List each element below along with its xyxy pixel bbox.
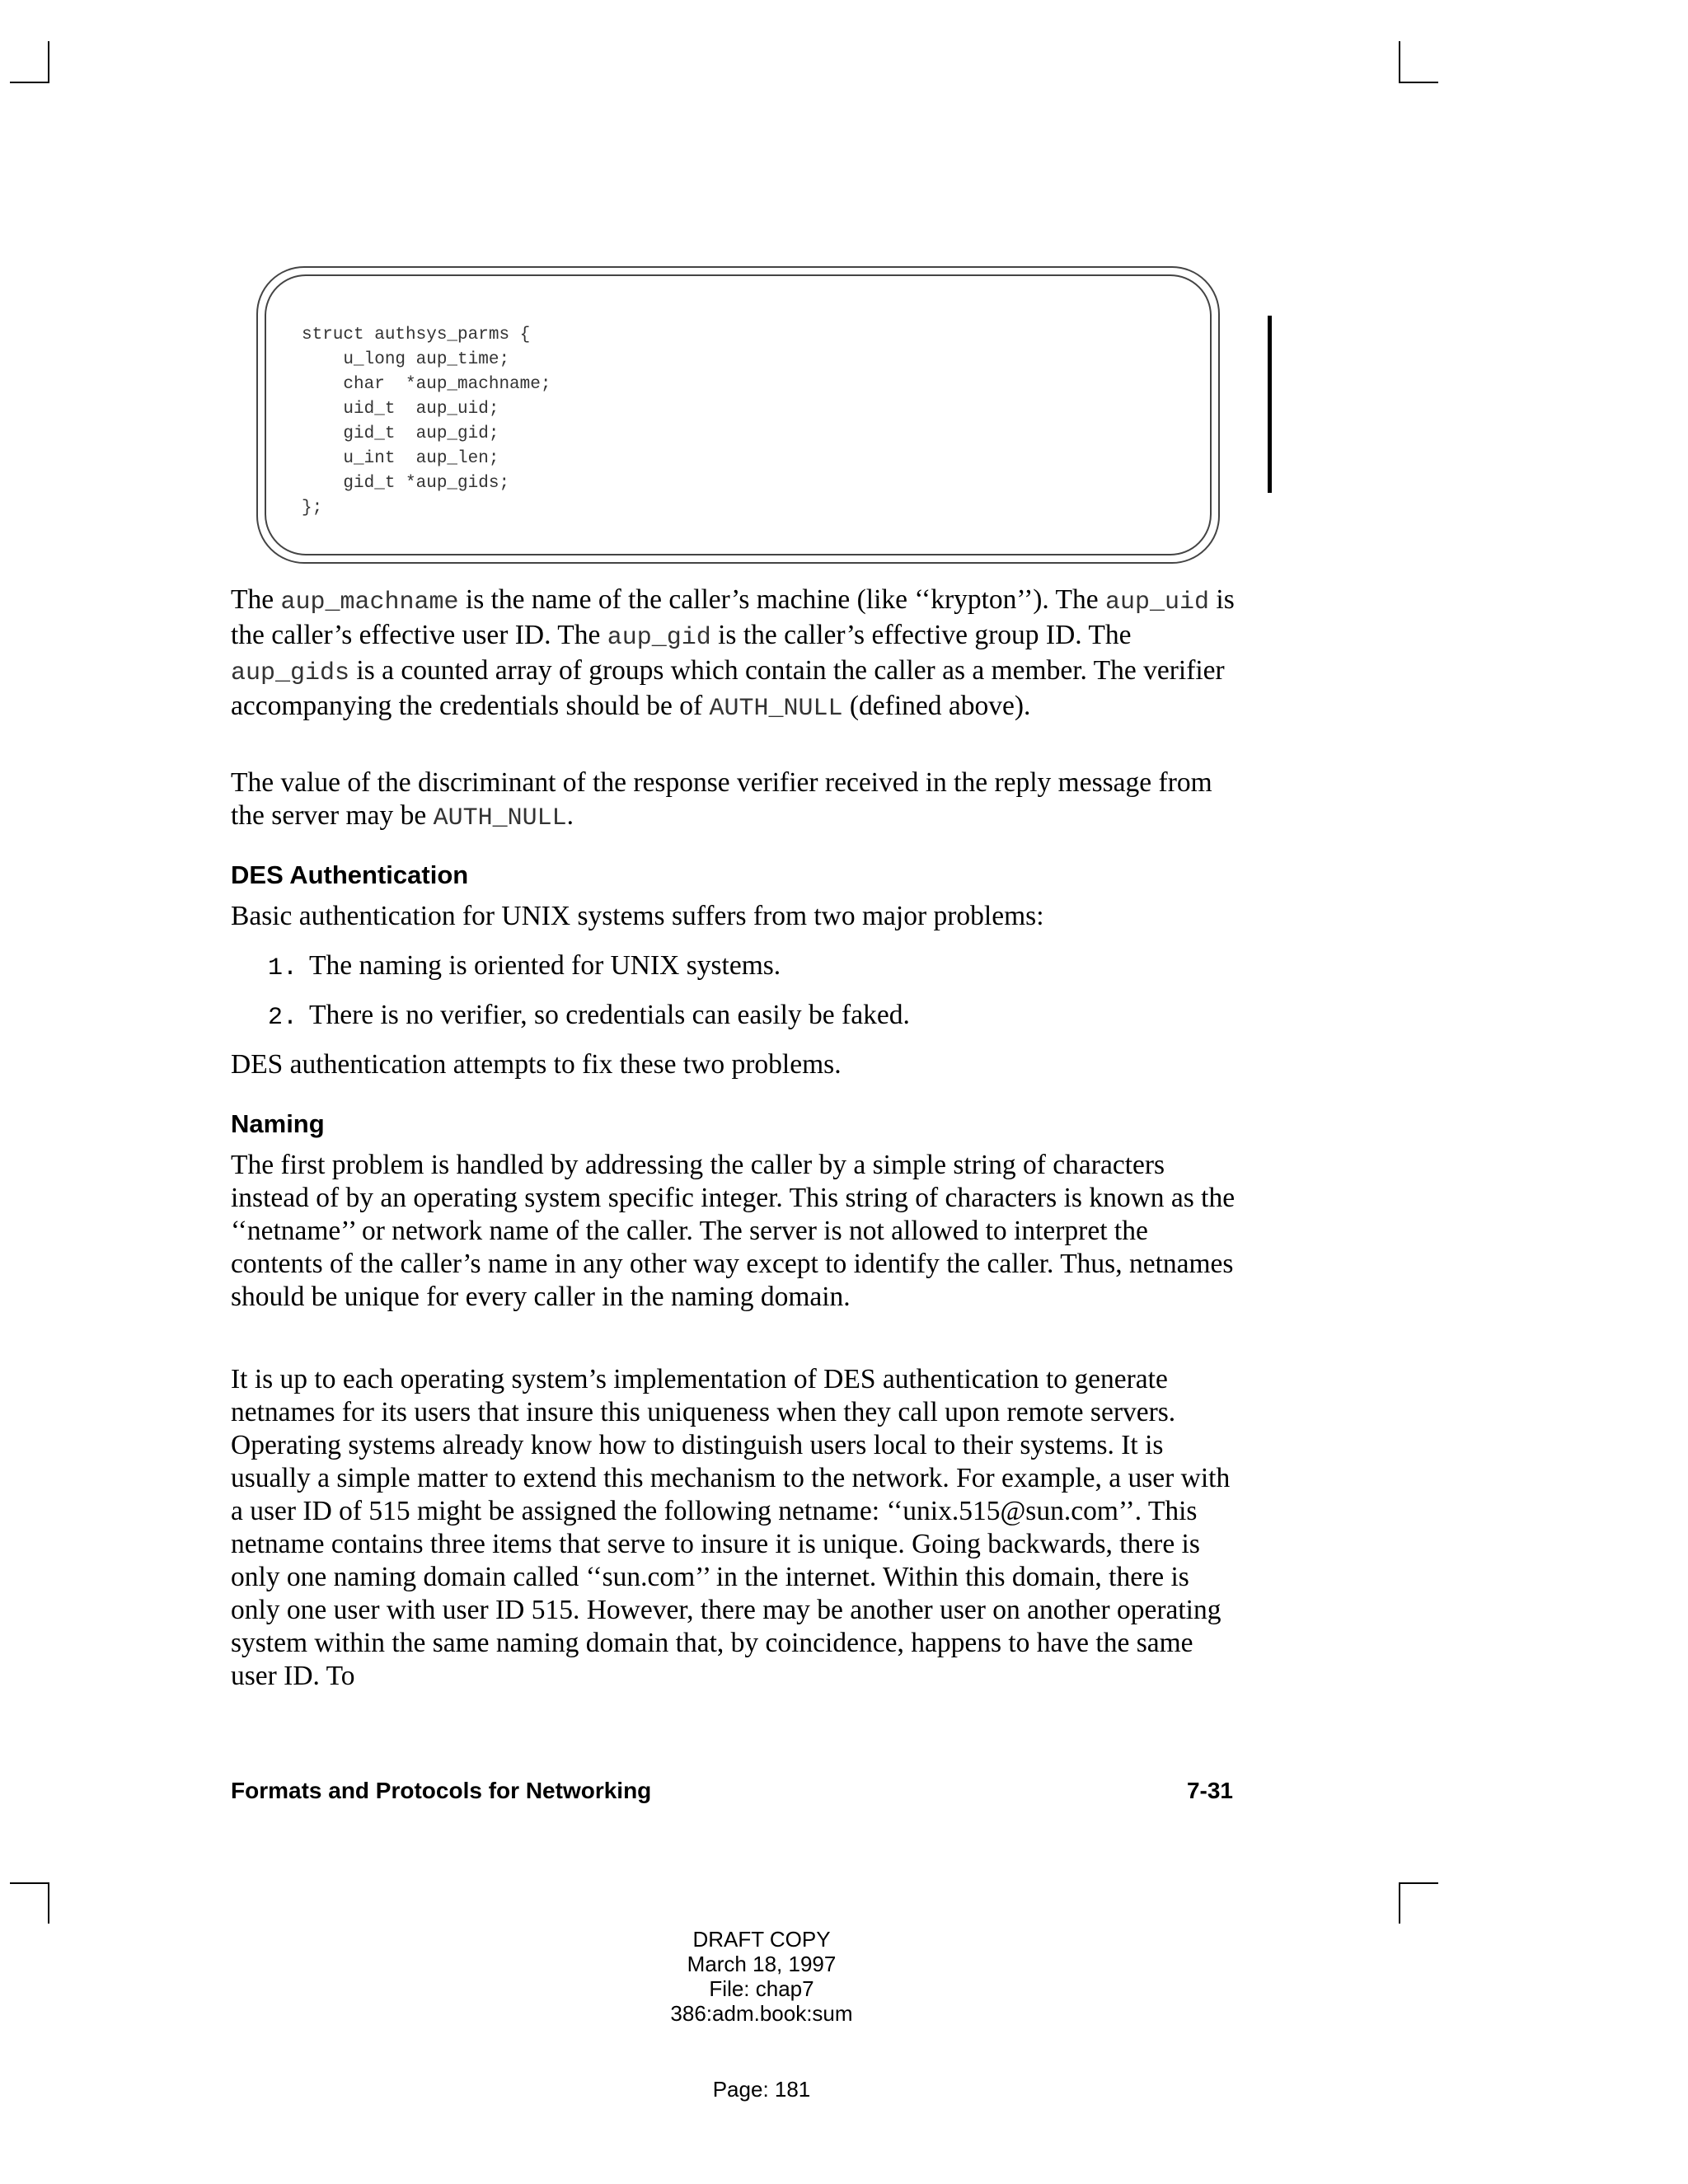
text-run: is the caller’s effective user ID. The — [231, 584, 1235, 650]
text-run: is the name of the caller’s machine (like ‘‘krypton’’). The — [458, 584, 1105, 615]
crop-mark-bottom-right-v — [1399, 1882, 1400, 1924]
crop-mark-top-left-h — [10, 82, 49, 83]
draft-file: File: chap7 — [709, 1976, 814, 2001]
code-line: gid_t aup_gid; — [302, 424, 499, 443]
draft-stamp — [597, 1927, 926, 2026]
text-run: The value of the discriminant of the response verifier received in the reply message from the server may be — [231, 767, 1212, 831]
paragraph-problems-intro: Basic authentication for UNIX systems suffers from two major problems: — [231, 901, 1044, 931]
footer-page-ref: 7-31 — [1186, 1778, 1233, 1803]
code-listing — [302, 323, 551, 521]
list-number: 1. — [268, 954, 298, 982]
code-line: }; — [302, 499, 323, 518]
text-run: is a counted array of groups which contain the caller as a member. The verifier accompanying the credentials should be of — [231, 655, 1225, 721]
paragraph-netname: The first problem is handled by addressing the caller by a simple string of characters instead of by an operating system specific integer. This string of characters is known as the ‘‘netname’’ or network name of the caller. The server is not allowed to interpret the contents of the caller’s name in any other way except to identify the caller. Thus, netnames should be unique for every caller in the naming domain. — [231, 1150, 1236, 1312]
paragraph-response-verifier — [231, 766, 1236, 835]
text-run: (defined above). — [842, 691, 1031, 721]
crop-mark-top-left-v — [48, 41, 49, 82]
draft-book: 386:adm.book:sum — [670, 2001, 853, 2026]
text-run: is the caller’s effective group ID. The — [710, 620, 1132, 650]
draft-label: DRAFT COPY — [692, 1927, 831, 1952]
crop-mark-bottom-right-h — [1399, 1882, 1438, 1884]
paragraph-des-fix: DES authentication attempts to fix these two problems. — [231, 1049, 842, 1080]
code-line: gid_t *aup_gids; — [302, 474, 510, 493]
text-run: The — [231, 584, 281, 615]
code-line: char *aup_machname; — [302, 375, 551, 394]
list-text: There is no verifier, so credentials can easily be faked. — [309, 1000, 910, 1030]
code-line: struct authsys_parms { — [302, 326, 531, 344]
crop-mark-bottom-left-h — [10, 1882, 49, 1884]
crop-mark-top-right-h — [1399, 82, 1438, 83]
code-term: AUTH_NULL — [709, 695, 843, 723]
code-line: uid_t aup_uid; — [302, 400, 499, 419]
crop-mark-top-right-v — [1399, 41, 1400, 82]
list-number: 2. — [268, 1004, 298, 1032]
heading-naming: Naming — [231, 1109, 325, 1138]
list-item — [268, 999, 910, 1034]
draft-date: March 18, 1997 — [687, 1952, 837, 1976]
code-term: AUTH_NULL — [433, 804, 567, 832]
code-term: aup_machname — [280, 588, 459, 616]
page-number: Page: 181 — [712, 2077, 811, 2102]
footer-title: Formats and Protocols for Networking — [231, 1778, 652, 1803]
crop-mark-bottom-left-v — [48, 1882, 49, 1924]
code-term: aup_gids — [231, 659, 350, 687]
heading-des-authentication: DES Authentication — [231, 860, 469, 889]
paragraph-credentials — [231, 583, 1236, 725]
change-bar — [1268, 316, 1272, 493]
text-run: . — [566, 800, 574, 831]
paragraph-netname-uniqueness: It is up to each operating system’s implementation of DES authentication to generate netnames for its users that insure this uniqueness when they call upon remote servers. Operating systems already know how to distinguish users local to their systems. It is usually a simple matter to extend this mechanism to the network. For example, a user with a user ID of 515 might be assigned the following netname: ‘‘unix.515@sun.com’’. This netname contains three items that serve to insure it is unique. Going backwards, there is only one naming domain called ‘‘sun.com’’ in the internet. Within this domain, there is only one user with user ID 515. However, there may be another user on another operating system within the same naming domain that, by coincidence, happens to have the same user ID. To — [231, 1364, 1231, 1691]
list-text: The naming is oriented for UNIX systems. — [309, 950, 781, 981]
code-line: u_int aup_len; — [302, 449, 499, 468]
list-item — [268, 949, 781, 985]
code-line: u_long aup_time; — [302, 350, 510, 369]
code-term: aup_uid — [1105, 588, 1210, 616]
code-term: aup_gid — [607, 624, 711, 652]
